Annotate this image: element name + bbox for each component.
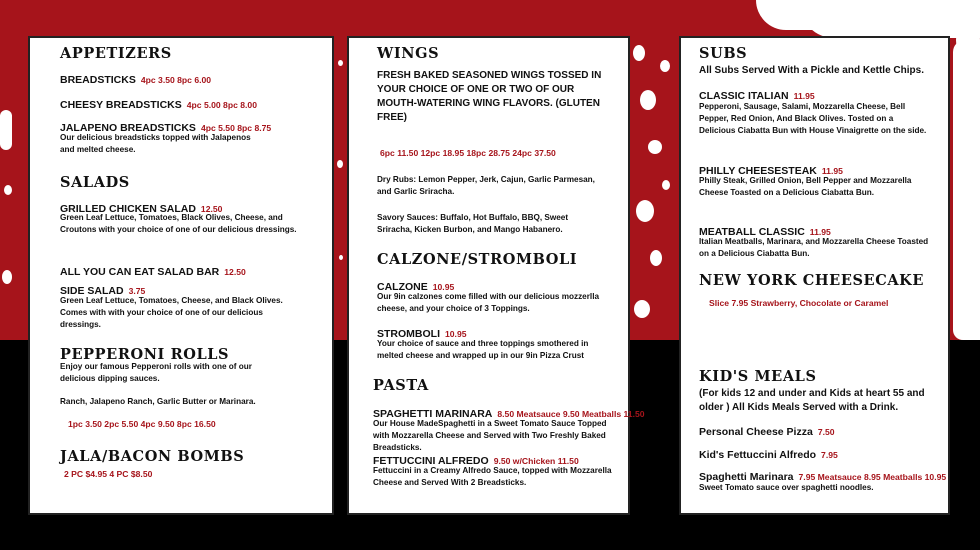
item-name: Spaghetti Marinara [699,471,794,483]
item-price: 9.50 w/Chicken 11.50 [493,456,579,466]
item-description: Philly Steak, Grilled Onion, Bell Pepper and Mozzarella Cheese Toasted on a Delicious Ciabatta Bun. [699,176,912,197]
item-price: 12.50 [200,204,223,214]
wings-heading: WINGS [377,45,440,62]
item-name: STROMBOLI [377,328,440,340]
item-description: Your choice of sauce and three toppings smothered in melted cheese and wrapped up in our 9in Pizza Crust [377,339,589,360]
item-description: Italian Meatballs, Marinara, and Mozzarella Cheese Toasted on a Delicious Ciabatta Bun. [699,237,929,258]
kids-fettuccini-item [699,445,838,463]
menu-panel-left [28,36,334,515]
dipping-sauces: Ranch, Jalapeno Ranch, Garlic Butter or Marinara. [60,397,256,406]
item-price: 11.95 [809,227,831,237]
item-name: FETTUCCINI ALFREDO [373,455,489,467]
salads-heading: SALADS [60,174,130,191]
cheesy-breadsticks-item [60,95,257,113]
item-name: BREADSTICKS [60,74,136,86]
pasta-heading: PASTA [373,377,429,394]
cheesecake-heading: NEW YORK CHEESECAKE [699,272,925,289]
item-price: 12.50 [224,267,246,277]
appetizers-heading: APPETIZERS [60,45,172,62]
item-name: CLASSIC ITALIAN [699,90,789,102]
salad-bar-item [60,262,246,280]
item-name: PHILLY CHEESESTEAK [699,165,817,177]
item-name: ALL YOU CAN EAT SALAD BAR [60,266,220,278]
breadsticks-item [60,70,211,88]
item-description: Fettuccini in a Creamy Alfredo Sauce, topped with Mozzarella Cheese and Served With 2 Breadsticks. [373,466,612,487]
item-name: Personal Cheese Pizza [699,426,813,438]
item-name: Kid's Fettuccini Alfredo [699,449,817,461]
item-price: 4pc 3.50 8pc 6.00 [140,75,212,85]
item-name: GRILLED CHICKEN SALAD [60,203,196,215]
item-price: 7.50 [817,427,835,437]
personal-cheese-pizza-item [699,422,835,440]
item-price: 7.95 Meatsauce 8.95 Meatballs 10.95 [798,472,947,482]
item-price: 7.95 [821,450,838,460]
item-description: Sweet Tomato sauce over spaghetti noodles. [699,483,874,492]
item-description: Pepperoni, Sausage, Salami, Mozzarella Cheese, Bell Pepper, Red Onion, And Black Olives. Tosted on a Delicious Ciabatta Bun with House Vinaigrette on the side. [699,102,927,135]
menu-panel-middle [347,36,645,515]
item-name: SIDE SALAD [60,285,124,297]
pepperoni-rolls-heading: PEPPERONI ROLLS [60,346,230,363]
item-price: 11.95 [793,91,815,101]
savory-sauces: Savory Sauces: Buffalo, Hot Buffalo, BBQ, Sweet Sriracha, Kicken Burbon, and Mango Habanero. [377,213,569,234]
item-price: 10.95 [432,282,455,292]
item-name: MEATBALL CLASSIC [699,226,805,238]
wings-price: 6pc 11.50 12pc 18.95 18pc 28.75 24pc 37.50 [380,148,556,158]
item-price: 10.95 [445,329,467,339]
item-price: 4pc 5.50 8pc 8.75 [200,123,272,133]
item-price: 8.50 Meatsauce 9.50 Meatballs 11.50 [497,409,645,419]
item-description: Our 9in calzones come filled with our delicious mozzerlla cheese, and your choice of 3 Toppings. [377,292,600,313]
calzone-stromboli-heading: CALZONE/STROMBOLI [377,251,578,268]
item-price: 1pc 3.50 2pc 5.50 4pc 9.50 8pc 16.50 [68,419,216,429]
item-price: 3.75 [128,286,146,296]
dry-rubs: Dry Rubs: Lemon Pepper, Jerk, Cajun, Garlic Parmesan, and Garlic Sriracha. [377,175,595,196]
kids-meals-heading: KID'S MEALS [699,368,817,385]
wings-intro: FRESH BAKED SEASONED WINGS TOSSED IN YOUR CHOICE OF ONE OR TWO OF OUR MOUTH-WATERING WING FLAVORS. (GLUTEN FREE) [377,70,602,123]
item-price: 2 PC $4.95 4 PC $8.50 [64,469,153,479]
kids-meals-intro: (For kids 12 and under and Kids at heart 55 and older ) All Kids Meals Served with a Drink. [699,388,925,413]
item-description: Enjoy our famous Pepperoni rolls with one of our delicious dipping sauces. [60,362,252,383]
item-price: Slice 7.95 Strawberry, Chocolate or Caramel [709,298,889,308]
item-description: Our House MadeSpaghetti in a Sweet Tomato Sauce Topped with Mozzarella Cheese and Served with Two Freshly Baked Breadsticks. [373,419,607,452]
jala-bacon-bombs-heading: JALA/BACON BOMBS [60,448,245,465]
item-name: SPAGHETTI MARINARA [373,408,493,420]
menu-panel-right [679,36,950,515]
item-name: CHEESY BREADSTICKS [60,99,182,111]
item-description: Green Leaf Lettuce, Tomatoes, Black Olives, Cheese, and Croutons with your choice of one of our delicious dressings. [60,213,297,234]
item-price: 11.95 [821,166,843,176]
subs-heading: SUBS [699,45,748,62]
item-name: CALZONE [377,281,428,293]
item-description: Our delicious breadsticks topped with Jalapenos and melted cheese. [60,133,251,154]
item-price: 4pc 5.00 8pc 8.00 [186,100,257,110]
item-name: JALAPENO BREADSTICKS [60,122,196,134]
subs-intro: All Subs Served With a Pickle and Kettle Chips. [699,65,924,76]
item-description: Green Leaf Lettuce, Tomatoes, Cheese, and Black Olives. Comes with with your choice of one of our delicious dressings. [60,296,283,329]
